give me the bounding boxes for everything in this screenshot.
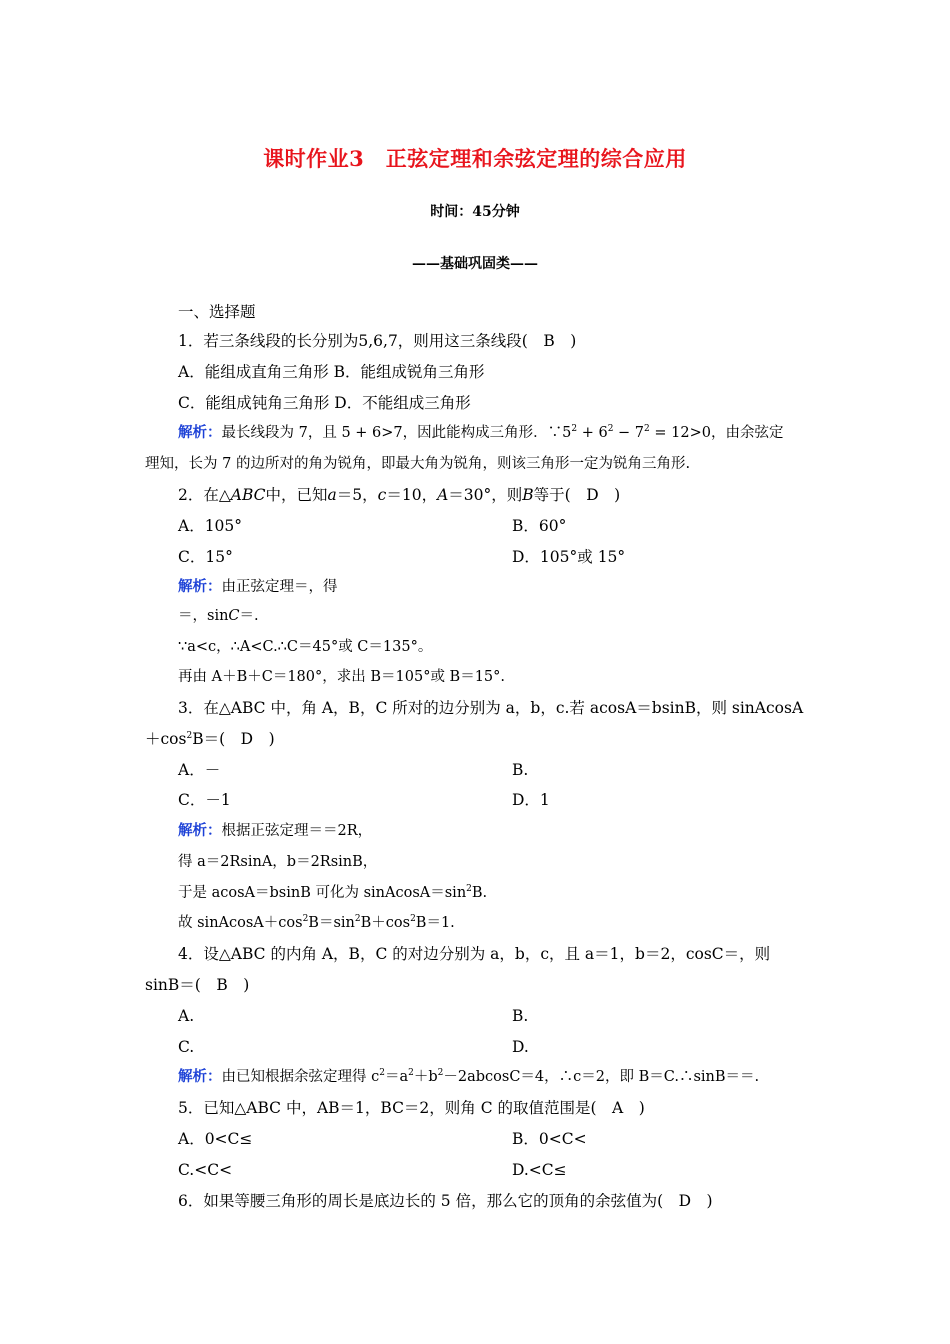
q3-solution-line2: 得 a＝2RsinA，b＝2RsinB， [178,854,378,870]
q1-options-ab: A．能组成直角三角形 B．能组成锐角三角形 [178,363,485,381]
q3-sol-part: B＋cos [360,915,411,931]
q6-stem: 6．如果等腰三角形的周长是底边长的 5 倍，那么它的顶角的余弦值为( D ) [178,1192,713,1210]
q4-option-b: B. [512,1007,529,1025]
section-heading: ——基础巩固类—— [412,256,538,272]
q3-option-c: C．－1 [178,791,231,809]
q1-sol-part: 最长线段为 7，且 5 + 6>7，因此能构成三角形．∵5 [221,425,572,441]
q4-option-c: C. [178,1038,195,1056]
q3-option-a: A．－ [178,761,221,779]
q2-solution-line4: 再由 A＋B＋C＝180°，求出 B＝105°或 B＝15°. [178,669,506,685]
q1-sol-part: − 7 [613,425,645,441]
q1-sol-part: = 12>0，由余弦定 [649,425,784,441]
q3-sol-part: 根据正弦定理＝＝2R， [221,823,373,839]
q3-sol-part: 故 sinAcosA＋cos [178,915,303,931]
solution-label: 解析： [178,578,222,595]
q3-stem-part: B＝( D ) [192,730,275,748]
q3-solution-line3: 于是 acosA＝bsinB 可化为 $sinAcosA=\sin^2B$. [178,884,488,901]
page-title: 课时作业3 正弦定理和余弦定理的综合应用 [263,146,687,171]
q3-option-b: B. [512,761,529,779]
q2-option-b: B．60° [512,517,567,535]
q2-option-a: A．105° [178,517,243,535]
q4-sol-part: －2abcosC＝4，∴c＝2，即 B＝C.∴sinB＝＝. [443,1069,760,1085]
q4-solution-line1: 解析：由已知根据余弦定理得 $c^2=a^2+b^2-2abcosC=4$，∴c＝2，即 B＝C.∴sinB＝＝. [178,1068,760,1085]
q2-stem-part: ABC [230,486,266,504]
time-limit: 时间：45分钟 [430,204,520,220]
q2-solution-line3: ∵a<c，∴A<C.∴C＝45°或 C＝135°。 [178,639,433,655]
q5-option-d: D.<C≤ [512,1161,567,1179]
q2-solution-line2 [178,606,259,626]
q3-option-d: D．1 [512,791,550,809]
q2-stem-part: A [437,486,449,504]
q2-option-d: D．105°或 15° [512,548,626,566]
q3-solution-line4: 故 $sinAcosA+\cos^2B=\sin^2B+\cos^2B=1$. [178,914,455,931]
q3-sol-part: 于是 acosA＝bsinB 可化为 sinAcosA＝sin [178,885,467,901]
q5-option-c: C.<C< [178,1161,233,1179]
solution-label: 解析： [178,822,222,839]
q2-stem-part: 2．在△ [178,486,231,504]
q2-stem-part: a [327,486,337,504]
q2-stem [178,485,620,505]
q2-sol-part: ＝. [239,608,259,624]
q2-stem-part: c [377,486,387,504]
q2-option-c: C．15° [178,548,233,566]
q2-stem-part: ＝10， [386,486,438,504]
q2-sol-part: C [228,608,240,624]
q4-sol-part: 由已知根据余弦定理得 c [221,1069,380,1085]
q2-solution-line1 [178,577,338,597]
q3-stem-line1: 3．在△ABC 中，角 A，B，C 所对的边分别为 a，b，c.若 acosA＝bsinB，则 sinAcosA [178,699,804,717]
q2-stem-part: ＝5， [336,486,378,504]
q4-stem-line2: sinB＝( B ) [145,976,250,994]
q3-stem-line2: $+\cos^2B=$( D ) [145,730,275,748]
q3-sol-part: B＝1. [415,915,455,931]
q2-stem-part: 中，已知 [265,486,328,504]
q2-sol-part: 由正弦定理＝，得 [221,579,338,595]
q1-solution-line1: 解析：最长线段为 7，且 5 + 6>7，因此能构成三角形．$\because 5^2 + 6^2 - 7^2 = 12>0$，由余弦定 [178,424,784,441]
q5-stem: 5．已知△ABC 中，AB＝1，BC＝2，则角 C 的取值范围是( A ) [178,1099,645,1117]
q4-option-a: A. [178,1007,195,1025]
q1-sol-part: + 6 [577,425,608,441]
q2-sol-part: ＝，sin [178,608,229,624]
q1-options-cd: C．能组成钝角三角形 D．不能组成三角形 [178,394,471,412]
solution-label: 解析： [178,1068,222,1085]
q2-stem-part: ＝30°，则 [448,486,523,504]
q5-option-b: B．0<C< [512,1130,587,1148]
q5-option-a: A．0<C≤ [178,1130,253,1148]
q3-sol-part: B. [471,885,488,901]
solution-label: 解析： [178,424,222,441]
part-label: 一、选择题 [178,303,256,321]
q1-stem: 1．若三条线段的长分别为5,6,7，则用这三条线段( B ) [178,332,577,350]
q3-solution-line1 [178,821,372,841]
q2-stem-part: B [522,486,534,504]
q2-stem-part: 等于( D ) [533,486,621,504]
q4-option-d: D. [512,1038,529,1056]
q4-stem-line1: 4．设△ABC 的内角 A，B，C 的对边分别为 a，b，c，且 a＝1，b＝2，cosC＝，则 [178,945,771,963]
q3-sol-part: B＝sin [308,915,355,931]
q3-stem-part: ＋cos [145,730,187,748]
q4-sol-part: ＋b [413,1069,438,1085]
q4-sol-part: ＝a [384,1069,409,1085]
q1-solution-line2: 理知，长为 7 的边所对的角为锐角，即最大角为锐角，则该三角形一定为锐角三角形. [145,456,691,472]
